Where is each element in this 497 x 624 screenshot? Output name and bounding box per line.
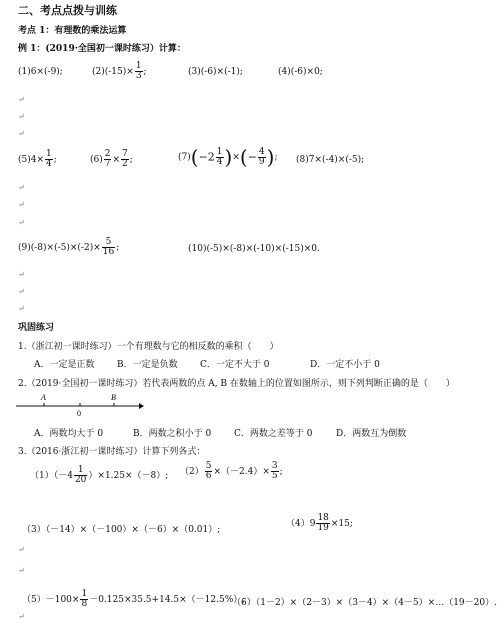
problem-5: (5)4× $\frac{1}{4}$ ;: [18, 149, 57, 169]
problem-9: (9)(-8)×(-5)×(-2)× $\frac{5}{16}$ ;: [18, 237, 120, 257]
q1-option-d: D．一定不小于 0: [310, 360, 380, 370]
q3-expr-3: （3）（－14）×（－100）×（－6）×（0.01）;: [22, 525, 221, 535]
axis-arrow: [139, 403, 144, 409]
paragraph-mark: ↵: [18, 112, 25, 121]
q2-option-b: B．两数之积小于 0: [133, 429, 212, 439]
paragraph-mark: ↵: [18, 95, 25, 104]
q1-option-a: A．一定是正数: [34, 360, 95, 370]
consolidate-heading: 巩固练习: [18, 323, 55, 333]
q2-option-d: D．两数互为倒数: [336, 429, 407, 439]
paragraph-mark: ↵: [18, 287, 25, 296]
problem-10: (10)(-5)×(-8)×(-10)×(-15)×0.: [188, 244, 320, 254]
problem-8: (8)7×(-4)×(-5);: [296, 155, 365, 165]
topic-heading: 考点 1：有理数的乘法运算: [18, 26, 127, 36]
q3-expr-6: （6）（1－2）×（2－3）×（3－4）×（4－5）×…（19－20）.: [232, 598, 497, 608]
fraction: $\frac{1}{3}$: [135, 61, 142, 81]
problem-6: (6) $\frac{2}{7}$ × $\frac{7}{2}$ ;: [90, 149, 133, 169]
paragraph-mark: ↵: [18, 612, 25, 621]
q2-option-a: A．两数均大于 0: [34, 429, 104, 439]
label-b: B: [111, 393, 116, 402]
paragraph-mark: ↵: [18, 200, 25, 209]
q2-option-c: C．两数之差等于 0: [234, 429, 313, 439]
example-heading: 例 1：(2019·全国初一课时练习）计算：: [18, 44, 186, 54]
paragraph-mark: ↵: [18, 218, 25, 227]
paragraph-mark: ↵: [18, 304, 25, 313]
problem-2: (2)(-15)× $\frac{1}{3}$ ;: [92, 61, 147, 81]
q3-expr-1: （1）（－4 $\frac{1}{20}$ ）×1.25×（－8）;: [30, 465, 169, 485]
paragraph-mark: ↵: [18, 129, 25, 138]
paragraph-mark: ↵: [18, 545, 25, 554]
number-line: [14, 392, 144, 418]
q3-expr-4: （4）9 $\frac{18}{19}$ ×15;: [286, 513, 353, 533]
section-title: 二、考点点拨与训练: [18, 4, 117, 17]
paragraph-mark: ↵: [18, 566, 25, 575]
question-3-stem: 3.（2016·浙江初一课时练习）计算下列各式：: [18, 447, 206, 457]
problem-4: (4)(-6)×0;: [278, 67, 323, 77]
paragraph-mark: ↵: [18, 183, 25, 192]
q3-expr-5: （5）－100× $\frac{1}{8}$ －0.125×35.5+14.5×（－12.5%）;: [22, 589, 246, 609]
question-1-stem: 1.（浙江初一课时练习）一个有理数与它的相反数的乘积（ ）: [18, 342, 279, 352]
label-a: A: [41, 393, 46, 402]
paragraph-mark: ↵: [18, 270, 25, 279]
q1-option-c: C．一定不大于 0: [200, 360, 270, 370]
label-0: 0: [77, 409, 81, 418]
problem-3: (3)(-6)×(-1);: [188, 67, 243, 77]
problem-7: (7)(−2 $\frac{1}{4}$ )×(− $\frac{4}{9}$ );: [178, 145, 278, 169]
problem-1: (1)6×(-9);: [18, 67, 63, 77]
q1-option-b: B．一定是负数: [117, 360, 178, 370]
question-2-stem: 2.（2019·全国初一课时练习）若代表两数的点 A, B 在数轴上的位置如图所示，则下列判断正确的是（ ）: [18, 379, 455, 389]
q3-expr-2: （2） $\frac{5}{6}$ ×（－2.4）× $\frac{3}{5}$ ;: [180, 461, 283, 481]
